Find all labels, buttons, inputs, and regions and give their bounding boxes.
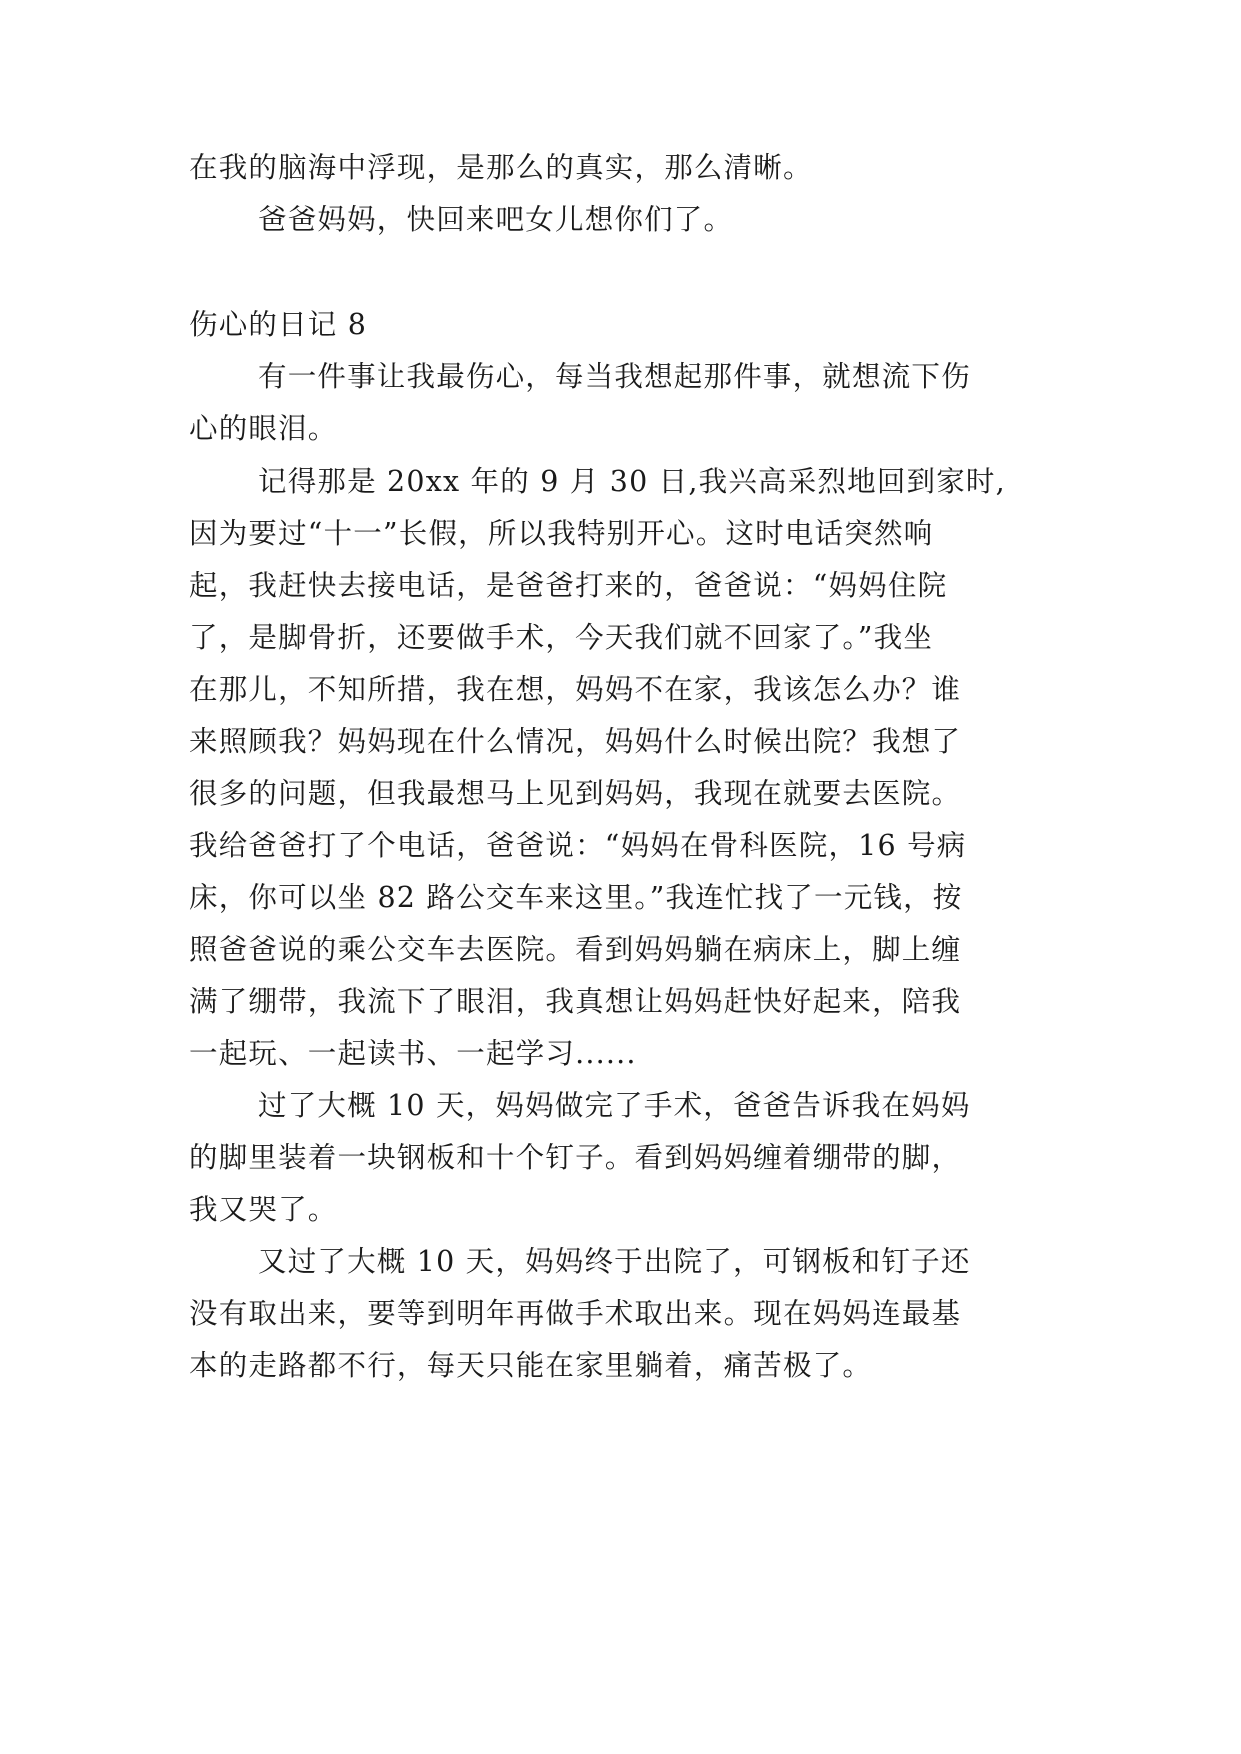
paragraph-line: 很多的问题，但我最想马上见到妈妈，我现在就要去医院。 xyxy=(189,777,962,810)
paragraph-line: 心的眼泪。 xyxy=(189,412,338,445)
paragraph-line: 的脚里装着一块钢板和十个钉子。看到妈妈缠着绷带的脚， xyxy=(189,1141,962,1174)
paragraph-line: 一起玩、一起读书、一起学习...... xyxy=(189,1037,637,1070)
paragraph-line: 又过了大概 10 天，妈妈终于出院了，可钢板和钉子还 xyxy=(258,1245,971,1278)
paragraph-line: 因为要过“十一”长假，所以我特别开心。这时电话突然响 xyxy=(189,517,934,550)
paragraph-line: 在我的脑海中浮现，是那么的真实，那么清晰。 xyxy=(189,151,813,184)
paragraph-line: 有一件事让我最伤心，每当我想起那件事，就想流下伤 xyxy=(258,360,971,393)
paragraph-line: 本的走路都不行，每天只能在家里躺着，痛苦极了。 xyxy=(189,1349,873,1382)
paragraph-line: 床，你可以坐 82 路公交车来这里。”我连忙找了一元钱，按 xyxy=(189,881,963,914)
section-title: 伤心的日记 8 xyxy=(189,308,368,341)
paragraph-line: 起，我赶快去接电话，是爸爸打来的，爸爸说：“妈妈住院 xyxy=(189,569,948,602)
paragraph-line: 记得那是 20xx 年的 9 月 30 日,我兴高采烈地回到家时, xyxy=(258,465,1006,498)
paragraph-line: 来照顾我？妈妈现在什么情况，妈妈什么时候出院？我想了 xyxy=(189,725,962,758)
paragraph-line: 我给爸爸打了个电话，爸爸说：“妈妈在骨科医院，16 号病 xyxy=(189,829,967,862)
paragraph-line: 照爸爸说的乘公交车去医院。看到妈妈躺在病床上，脚上缠 xyxy=(189,933,962,966)
paragraph-line: 爸爸妈妈，快回来吧女儿想你们了。 xyxy=(258,203,734,236)
paragraph-line: 了，是脚骨折，还要做手术，今天我们就不回家了。”我坐 xyxy=(189,621,934,654)
paragraph-line: 过了大概 10 天，妈妈做完了手术，爸爸告诉我在妈妈 xyxy=(258,1089,971,1122)
paragraph-line: 在那儿，不知所措，我在想，妈妈不在家，我该怎么办？谁 xyxy=(189,673,962,706)
paragraph-line: 没有取出来，要等到明年再做手术取出来。现在妈妈连最基 xyxy=(189,1297,962,1330)
paragraph-line: 我又哭了。 xyxy=(189,1193,338,1226)
paragraph-line: 满了绷带，我流下了眼泪，我真想让妈妈赶快好起来，陪我 xyxy=(189,985,962,1018)
